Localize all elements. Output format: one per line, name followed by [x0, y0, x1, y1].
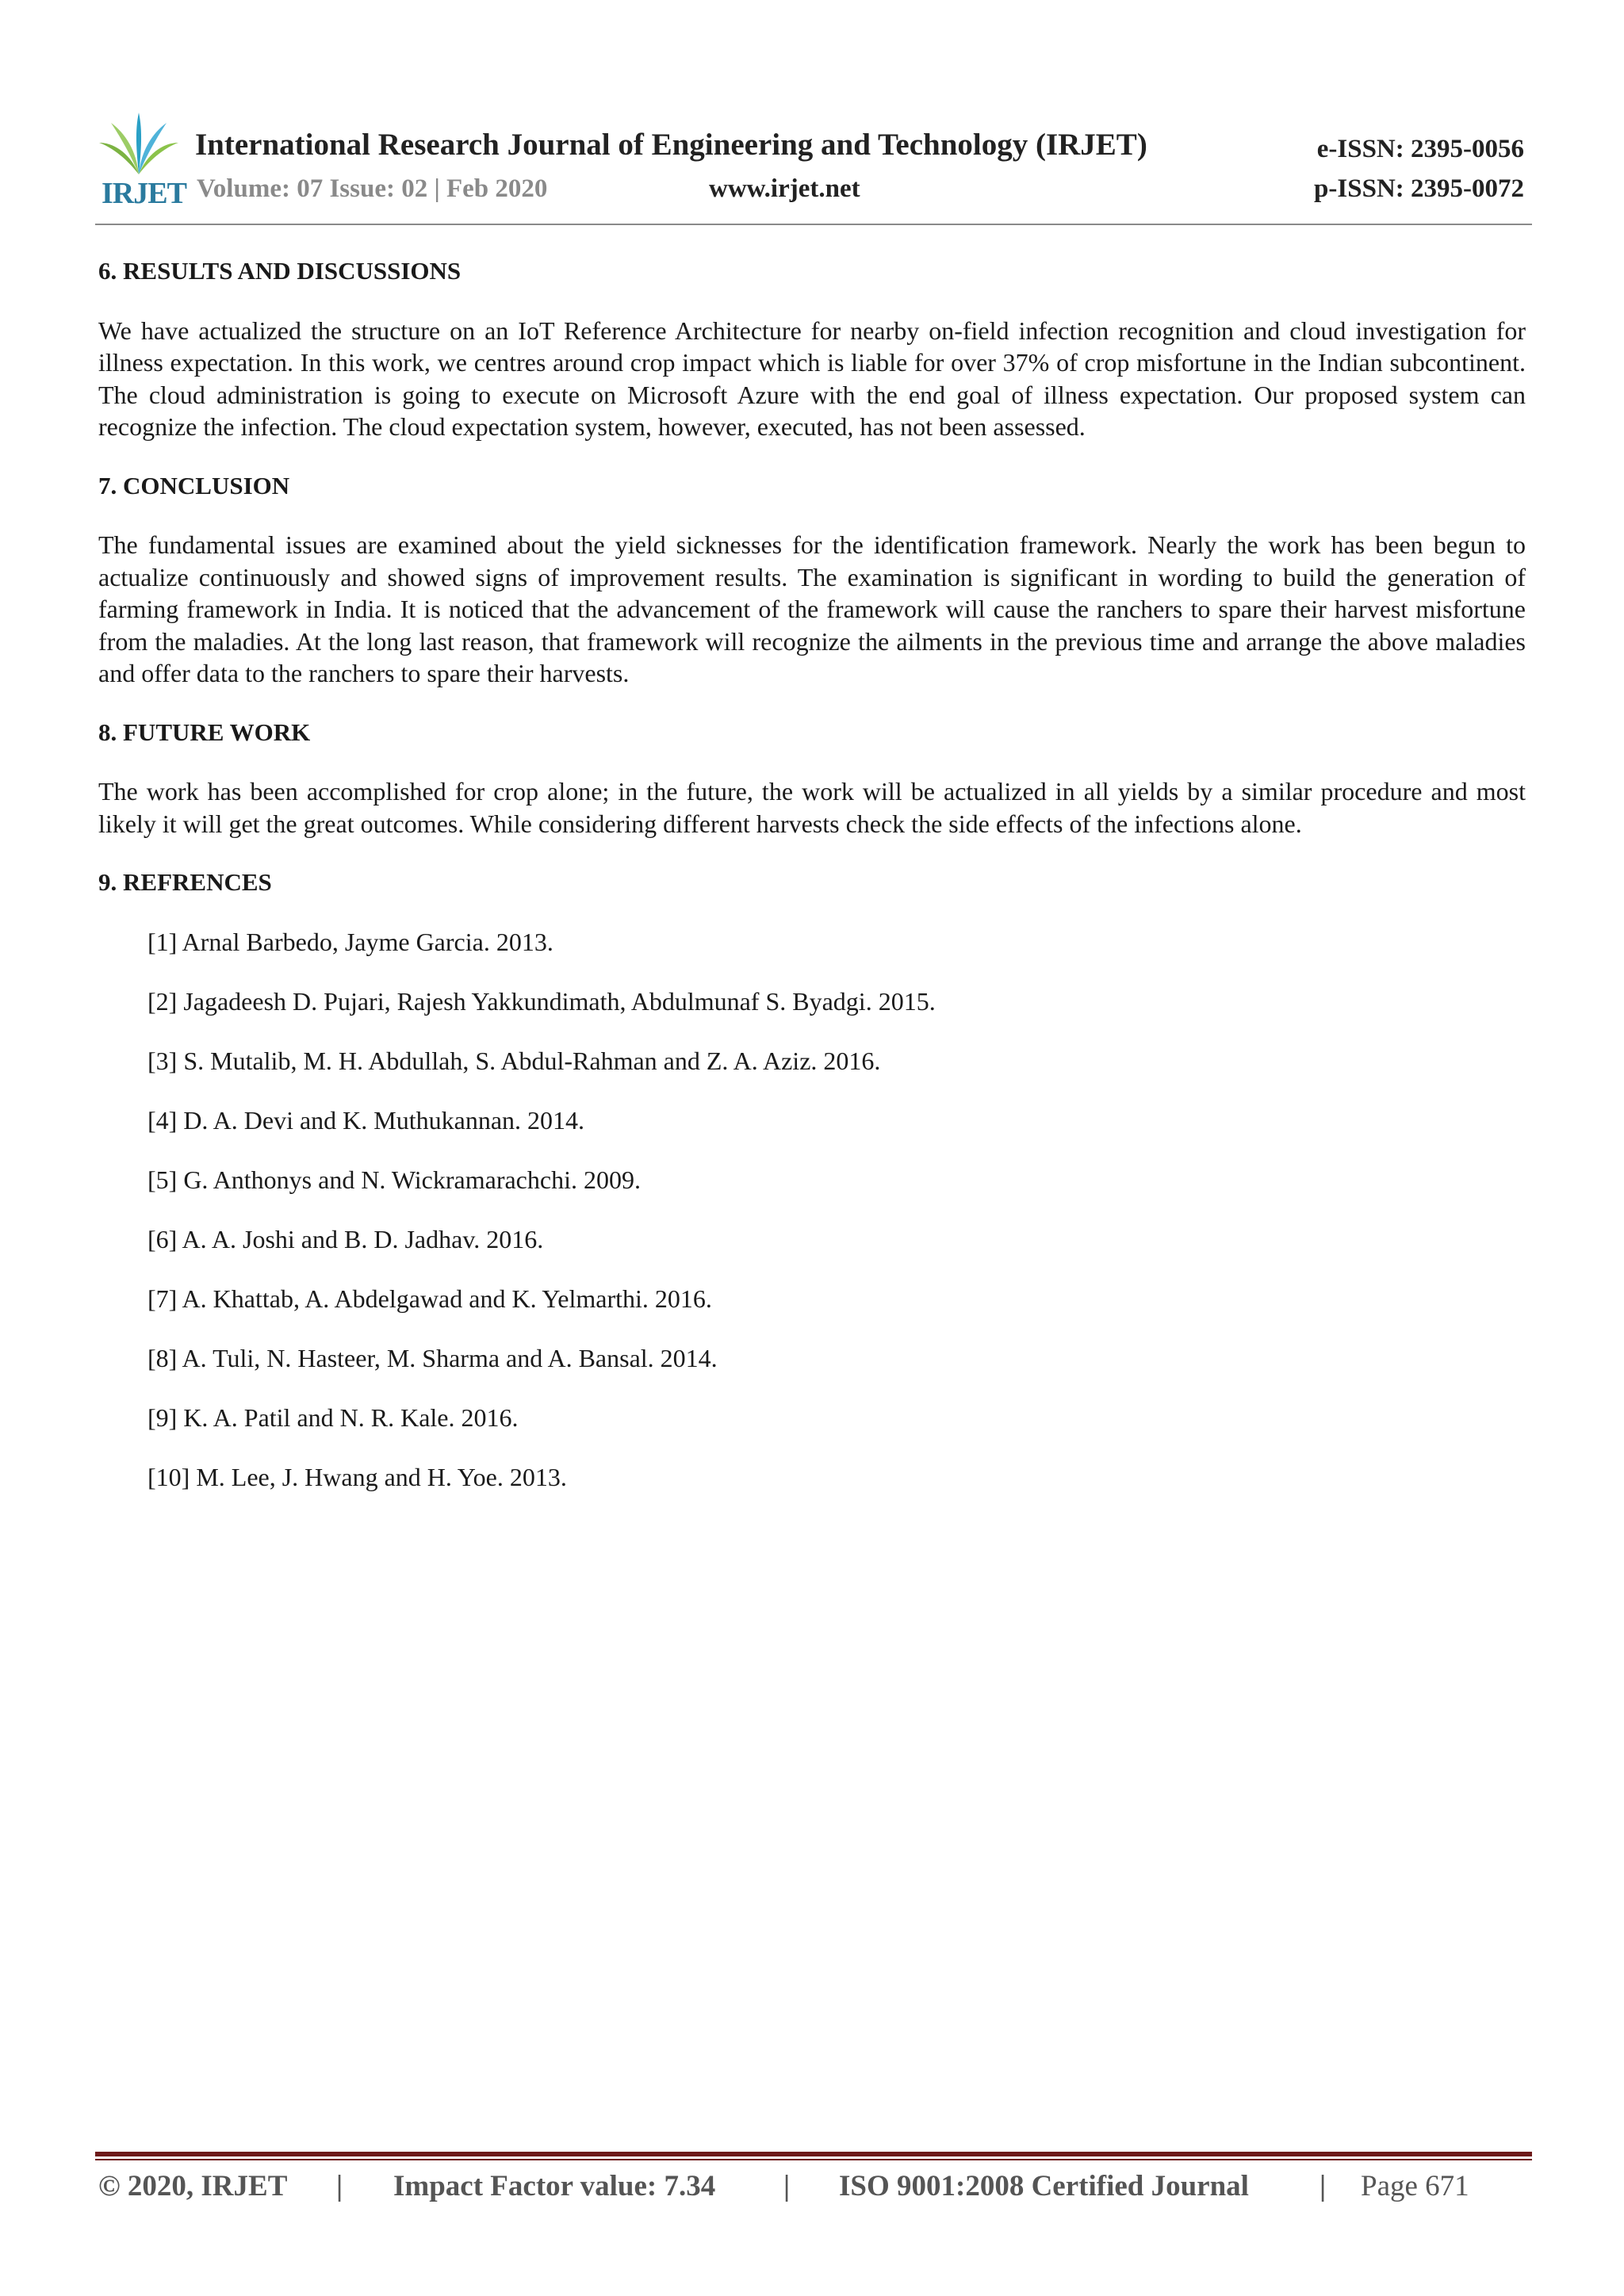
- footer-iso: ISO 9001:2008 Certified Journal: [839, 2170, 1249, 2202]
- journal-website[interactable]: www.irjet.net: [709, 174, 860, 203]
- footer-page-number: Page 671: [1361, 2170, 1469, 2202]
- conclusion-heading: 7. CONCLUSION: [98, 471, 290, 499]
- footer-separator: |: [336, 2170, 343, 2202]
- future-work-paragraph: The work has been accomplished for crop alone; in the future, the work will be actualized in all yields by a similar procedure and most likely it will get the great outcomes. While considering different harvests check the side effects of the infections alone.: [98, 777, 1526, 838]
- footer-rule-thick: [95, 2152, 1532, 2156]
- irjet-logo: [95, 111, 186, 212]
- results-paragraph: We have actualized the structure on an IoT Reference Architecture for nearby on-field infection recognition and cloud investigation for illness expectation. In this work, we centres around crop impact which is liable for over 37% of crop misfortune in the Indian subcontinent. The cloud administration is going to execute on Microsoft Azure with the end goal of illness expectation. Our proposed system can recognize the infection. The cloud expectation system, however, executed, has not been assessed.: [98, 316, 1526, 441]
- future-work-heading: 8. FUTURE WORK: [98, 718, 311, 746]
- logo-text: IRJET: [102, 177, 186, 210]
- footer-impact-factor: Impact Factor value: 7.34: [393, 2170, 716, 2202]
- reference-item: [7] A. Khattab, A. Abdelgawad and K. Yelmarthi. 2016.: [147, 1284, 712, 1313]
- footer-rule-thin: [95, 2159, 1532, 2160]
- page-footer: [98, 2169, 1535, 2204]
- header-divider: [95, 224, 1532, 225]
- leaf-logo-icon: [95, 111, 182, 182]
- reference-item: [1] Arnal Barbedo, Jayme Garcia. 2013.: [147, 927, 553, 956]
- p-issn: p-ISSN: 2395-0072: [1314, 174, 1524, 203]
- reference-item: [8] A. Tuli, N. Hasteer, M. Sharma and A. Bansal. 2014.: [147, 1343, 718, 1372]
- reference-item: [5] G. Anthonys and N. Wickramarachchi. 2009.: [147, 1165, 641, 1194]
- conclusion-paragraph: The fundamental issues are examined about the yield sicknesses for the identification framework. Nearly the work has been begun to actualize continuously and showed signs of improvement results. The examination is significant in wording to build the generation of farming framework in India. It is noticed that the advancement of the framework will cause the ranchers to spare their harvest misfortune from the maladies. At the long last reason, that framework will recognize the ailments in the previous time and arrange the above maladies and offer data to the ranchers to spare their harvests.: [98, 530, 1526, 687]
- footer-separator: |: [783, 2170, 791, 2202]
- e-issn: e-ISSN: 2395-0056: [1316, 135, 1524, 163]
- reference-item: [3] S. Mutalib, M. H. Abdullah, S. Abdul-Rahman and Z. A. Aziz. 2016.: [147, 1046, 881, 1075]
- reference-item: [2] Jagadeesh D. Pujari, Rajesh Yakkundimath, Abdulmunaf S. Byadgi. 2015.: [147, 986, 936, 1016]
- page-header: [95, 111, 1532, 228]
- references-heading: 9. REFRENCES: [98, 868, 272, 896]
- references-list: [147, 926, 1526, 1494]
- reference-item: [10] M. Lee, J. Hwang and H. Yoe. 2013.: [147, 1462, 567, 1491]
- footer-copyright: © 2020, IRJET: [98, 2170, 288, 2202]
- reference-item: [9] K. A. Patil and N. R. Kale. 2016.: [147, 1402, 519, 1432]
- volume-issue: Volume: 07 Issue: 02 | Feb 2020: [197, 174, 548, 203]
- article-body: [98, 255, 1526, 1521]
- journal-title: International Research Journal of Engineering and Technology (IRJET): [195, 128, 1147, 162]
- reference-item: [6] A. A. Joshi and B. D. Jadhav. 2016.: [147, 1224, 544, 1253]
- results-heading: 6. RESULTS AND DISCUSSIONS: [98, 257, 462, 285]
- footer-separator: |: [1320, 2170, 1327, 2202]
- reference-item: [4] D. A. Devi and K. Muthukannan. 2014.: [147, 1105, 585, 1135]
